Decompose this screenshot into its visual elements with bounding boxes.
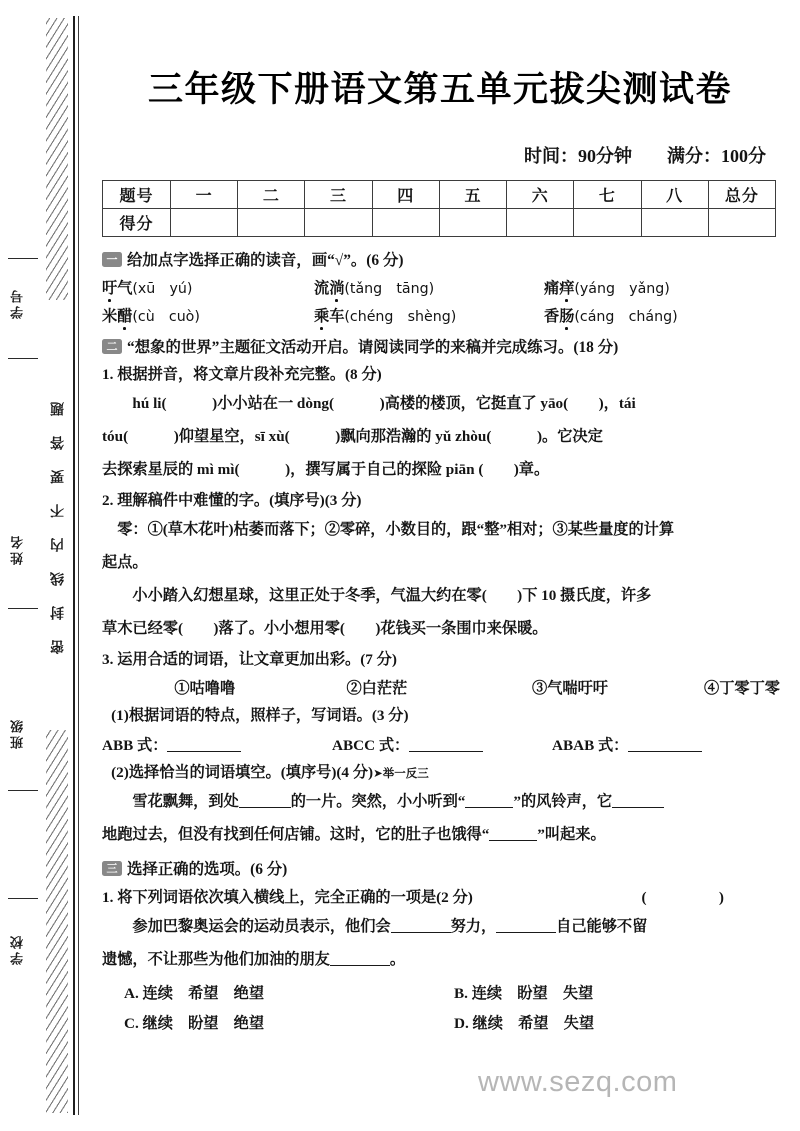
section-title-1: 给加点字选择正确的读音，画“√”。(6 分) [127,252,404,269]
pattern-abb-blank[interactable] [167,737,241,752]
pattern-abab-blank[interactable] [628,737,702,752]
word-head: 香 [544,308,560,325]
practice-tip: ➤举一反三 [373,768,429,780]
fill-blank-3[interactable] [612,793,664,808]
pattern-abab[interactable] [552,734,702,755]
stem-text-d: 遗憾，不让那些为他们加油的朋友 [102,951,330,968]
stem-text-b: 努力， [450,918,497,935]
pinyin-choices[interactable]: (xū yú) [132,281,193,297]
question-2-1-line-1[interactable]: hú li( )小小站在一 dòng( )高楼的楼顶，它挺直了 yāo( )，tái [132,395,636,412]
score-cell-total[interactable] [708,209,775,237]
pattern-abcc[interactable] [332,734,552,755]
question-2-2-usage-line-1[interactable]: 小小踏入幻想星球，这里正处于冬季，气温大约在零( )下 10 摄氏度，许多 [132,587,652,604]
word-option-2[interactable]: ②白茫茫 [346,680,408,697]
field-rule-1 [8,258,38,259]
word-tail: 气 [117,280,133,297]
question-2-2-defs-line-1: 零：①(草木花叶)枯萎而落下；②零碎，小数目的，跟“整”相对；③某些量度的计算 [117,521,675,538]
field-label-student-id: 学号 [10,287,25,319]
score-col-total: 总分 [708,181,775,209]
fill-blank-2[interactable] [465,793,513,808]
choice-row-cd [102,1012,780,1033]
question-2-1-line-2[interactable]: tóu( )仰望星空，sī xù( )飘向那浩瀚的 yǔ zhòu( )。它决定 [102,428,603,445]
score-cell-2[interactable] [238,209,305,237]
stem-blank-2[interactable] [496,918,556,933]
pinyin-item-2[interactable] [314,277,544,298]
question-2-3-1-title: (1)根据词语的特点，照样子，写词语。(3 分) [111,707,409,724]
word-option-3[interactable]: ③气喘吁吁 [532,680,608,697]
pinyin-row-2 [102,305,780,326]
pinyin-item-6[interactable] [544,305,764,326]
section-title-3: 选择正确的选项。(6 分) [127,861,288,878]
score-table-header-row [103,181,776,209]
fill-text-a: 雪花飘舞，到处 [132,793,239,810]
pinyin-item-1[interactable] [102,277,314,298]
score-col-1: 一 [171,181,238,209]
score-col-8: 八 [641,181,708,209]
score-table-row-label-0: 题号 [103,181,171,209]
binding-margin [0,0,96,1131]
field-rule-3 [8,608,38,609]
question-3-1-stem-line-2[interactable] [102,946,780,973]
stem-blank-1[interactable] [391,918,451,933]
dotted-char: 醋 [117,305,132,326]
question-2-3-2-title [102,761,780,782]
exam-meta [100,142,780,168]
page-title: 三年级下册语文第五单元拔尖测试卷 [147,70,732,109]
word-head: 米 [102,308,118,325]
section-heading-2 [102,335,780,357]
pattern-answer-row [102,734,780,755]
time-limit: 时间：90分钟 [524,146,632,166]
pinyin-choices[interactable]: (tǎng tāng) [344,281,435,297]
word-option-4[interactable]: ④丁零丁零 [704,680,780,697]
question-2-3-title: 3. 运用合适的词语，让文章更加出彩。(7 分) [102,651,397,668]
score-col-4: 四 [372,181,439,209]
fill-text-d: 地跑过去，但没有找到任何店铺。这时，它的肚子也饿得“ [102,826,490,843]
question-3-1-title: 1. 将下列词语依次填入横线上，完全正确的一项是(2 分) [102,889,473,906]
score-col-5: 五 [439,181,506,209]
score-cell-5[interactable] [439,209,506,237]
pinyin-choices[interactable]: (yáng yǎng) [574,281,670,297]
pattern-abb[interactable] [102,734,332,755]
score-cell-8[interactable] [641,209,708,237]
dotted-char: 吁 [102,277,117,298]
question-2-3-2-fill-line-2[interactable] [102,821,780,848]
section-badge-2: 二 [102,339,122,354]
choice-row-ab [102,982,780,1003]
word-tail: 车 [329,308,345,325]
seal-line-text: 密封线内不要答题 [49,382,65,654]
pattern-abab-label: ABAB 式： [552,737,629,754]
stem-text-a: 参加巴黎奥运会的运动员表示，他们会 [132,918,391,935]
word-option-1[interactable]: ①咕噜噜 [174,680,236,697]
field-label-school: 学校 [10,933,25,965]
section-title-2: “想象的世界”主题征文活动开启。请阅读同学的来稿并完成练习。(18 分) [127,339,619,356]
pinyin-item-3[interactable] [544,277,764,298]
exam-body [102,248,780,1033]
pinyin-choices[interactable]: (cù cuò) [132,309,200,325]
score-cell-1[interactable] [171,209,238,237]
score-col-6: 六 [507,181,574,209]
score-table [102,180,776,237]
stem-blank-3[interactable] [330,951,390,966]
dotted-char: 肠 [559,305,574,326]
score-table-row-label-1: 得分 [103,209,171,237]
pattern-abcc-blank[interactable] [409,737,483,752]
fill-blank-1[interactable] [239,793,291,808]
fill-blank-4[interactable] [489,826,537,841]
choice-c[interactable]: C. 继续 盼望 绝望 [124,1015,265,1032]
field-rule-5 [8,898,38,899]
pinyin-choices[interactable]: (cáng cháng) [574,309,678,325]
question-2-3-word-bank [102,677,780,698]
section-badge-1: 一 [102,252,122,267]
word-head: 痛 [544,280,560,297]
fill-text-c: ”的风铃声，它 [513,793,613,810]
score-cell-4[interactable] [372,209,439,237]
pattern-abcc-label: ABCC 式： [332,737,410,754]
total-score: 满分：100分 [667,146,766,166]
pattern-abb-label: ABB 式： [102,737,168,754]
exam-sheet [96,0,800,1131]
score-col-7: 七 [574,181,641,209]
pinyin-item-4[interactable] [102,305,314,326]
pinyin-item-5[interactable] [314,305,544,326]
stem-text-e: 。 [389,951,405,968]
field-rule-2 [8,358,38,359]
word-head: 流 [314,280,330,297]
pinyin-row-1 [102,277,780,298]
binding-rule-outer [73,16,75,1115]
stem-text-c: 自己能够不留 [556,918,648,935]
field-label-name: 姓名 [10,533,25,565]
score-col-3: 三 [305,181,372,209]
section-badge-3: 三 [102,861,122,876]
score-cell-3[interactable] [305,209,372,237]
question-2-3-2-fill-line-1[interactable] [102,788,780,815]
score-col-2: 二 [238,181,305,209]
field-rule-4 [8,790,38,791]
question-3-1-answer-box[interactable]: ( ) [641,889,738,906]
pinyin-choices[interactable]: (chéng shèng) [344,309,457,325]
question-3-1-stem-line-1[interactable] [102,913,780,940]
section-heading-3 [102,857,780,879]
dotted-char: 淌 [329,277,344,298]
section-heading-1 [102,248,780,270]
question-2-2-usage-line-2[interactable]: 草木已经零( )落了。小小想用零( )花钱买一条围巾来保暖。 [102,620,548,637]
question-2-2-title: 2. 理解稿件中难懂的字。(填序号)(3 分) [102,492,362,509]
fill-text-e: ”叫起来。 [537,826,606,843]
question-2-3-2-label: (2)选择恰当的词语填空。(填序号)(4 分) [111,764,374,781]
binding-rule-inner [78,16,79,1115]
site-watermark: www.sezq.com [478,1066,678,1098]
score-cell-6[interactable] [507,209,574,237]
dotted-char: 痒 [559,277,574,298]
score-table-value-row [103,209,776,237]
fill-text-b: 的一片。突然，小小听到“ [290,793,466,810]
dotted-char: 乘 [314,305,329,326]
question-3-1-header [102,886,780,907]
field-label-class: 班级 [10,717,25,749]
choice-d[interactable]: D. 继续 希望 失望 [454,1015,595,1032]
question-2-1-title: 1. 根据拼音，将文章片段补充完整。(8 分) [102,366,382,383]
question-2-2-defs-line-2: 起点。 [102,554,148,571]
question-2-1-line-3[interactable]: 去探索星辰的 mì mì( )，撰写属于自己的探险 piān ( )章。 [102,461,550,478]
score-cell-7[interactable] [574,209,641,237]
choice-a[interactable]: A. 连续 希望 绝望 [124,985,265,1002]
choice-b[interactable]: B. 连续 盼望 失望 [454,985,594,1002]
